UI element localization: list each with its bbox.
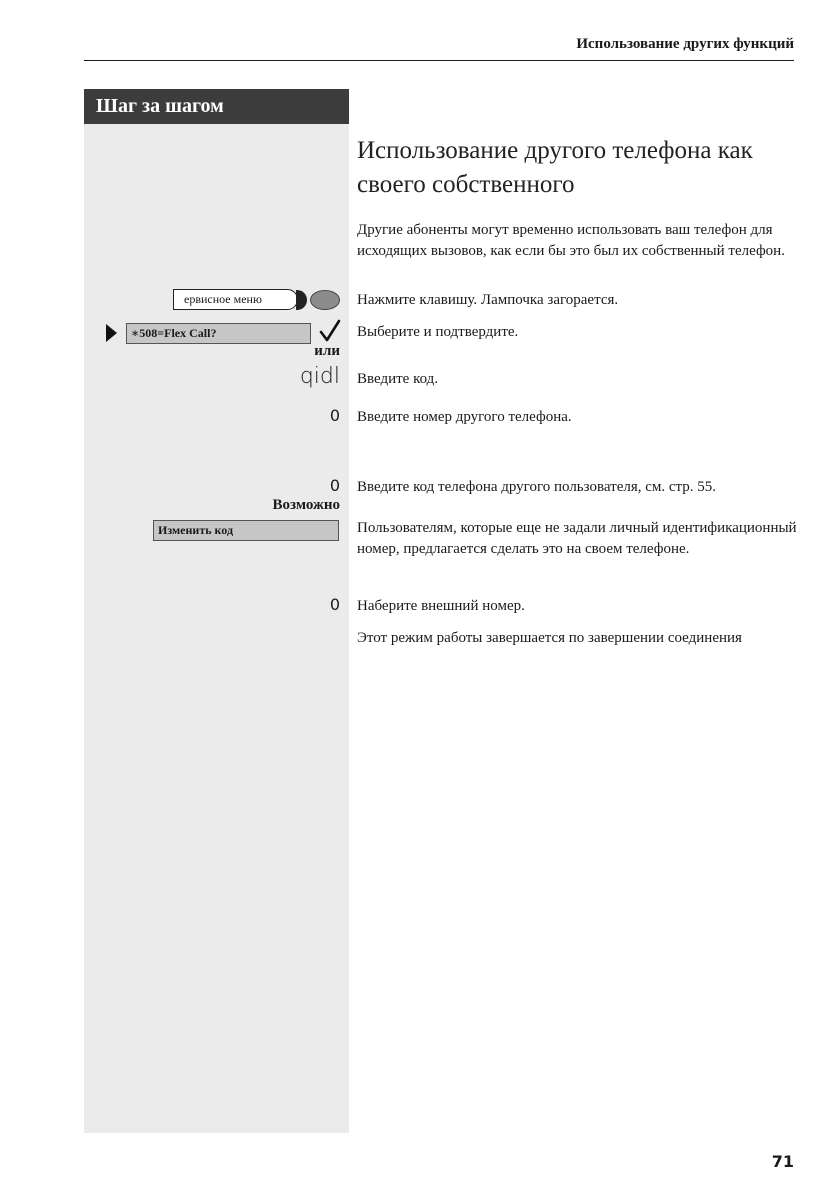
step-enter-number: Введите номер другого телефона. [357, 409, 572, 425]
section-title: Использование другого телефона как своего собственного [357, 137, 753, 198]
step-enter-user-code: Введите код телефона другого пользователя, см. стр. 55. [357, 479, 717, 495]
digit-key-2: 0 [329, 476, 340, 495]
display-menu-entry: ∗508=Flex Call? [126, 323, 311, 344]
intro-paragraph: Другие абоненты могут временно использовать ваш телефон для исходящих вызовов, как если бы это был их собственный телефон. [357, 222, 785, 259]
possibly-label: Возможно [272, 497, 340, 513]
step-dial-external: Наберите внешний номер. [357, 598, 525, 614]
arrow-right-icon [106, 324, 117, 342]
display-change-code: Изменить код [153, 520, 339, 541]
digit-key-1: 0 [329, 406, 340, 425]
step-no-pin: Пользователям, которые еще не задали личный идентификационный номер, предлагается сделать это на своем телефоне. [357, 520, 797, 557]
step-enter-code: Введите код. [357, 371, 439, 387]
digit-key-3: 0 [329, 595, 340, 614]
lamp-icon [310, 290, 340, 310]
service-menu-key: ервисное меню [173, 289, 298, 310]
page-number: 71 [771, 1152, 794, 1171]
note-end: Этот режим работы завершается по завершении соединения [357, 630, 742, 646]
sidebar-header: Шаг за шагом [84, 89, 349, 124]
step-sidebar [84, 89, 349, 1133]
check-icon [318, 318, 342, 344]
code-keys-symbol: qidl [299, 364, 340, 389]
step-press-key: Нажмите клавишу. Лампочка загорается. [357, 292, 619, 308]
running-head: Использование других функций [576, 36, 794, 52]
step-select-confirm: Выберите и подтвердите. [357, 324, 519, 340]
header-rule [84, 60, 794, 61]
or-label: или [314, 343, 340, 359]
